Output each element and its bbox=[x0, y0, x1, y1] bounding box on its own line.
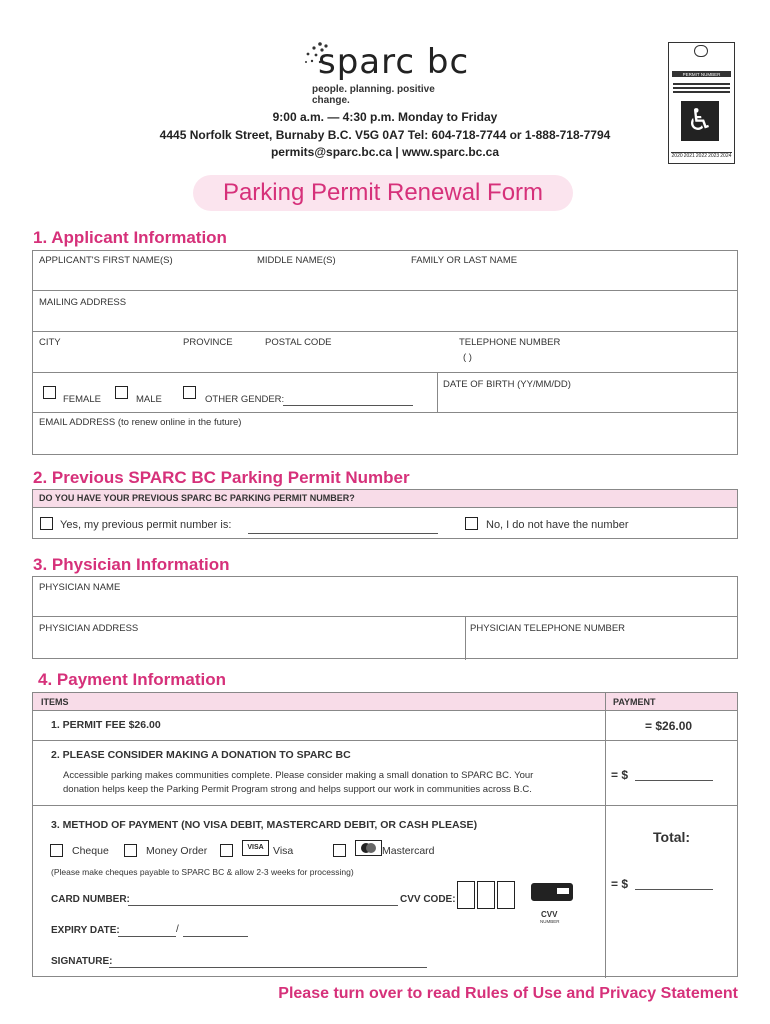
wheelchair-icon: ♿ bbox=[681, 101, 719, 141]
mailing-address-label: MAILING ADDRESS bbox=[39, 297, 127, 308]
donation-text-1: Accessible parking makes communities complete. Please consider making a small donation to SPARC BC. Your bbox=[63, 770, 534, 781]
expiry-month-field[interactable] bbox=[118, 936, 176, 937]
applicant-info-box bbox=[32, 250, 738, 455]
no-permit-checkbox[interactable] bbox=[465, 517, 478, 530]
mastercard-checkbox[interactable] bbox=[333, 844, 346, 857]
permit-years: 2020 2021 2022 2023 2024 bbox=[671, 153, 732, 159]
payment-info-box bbox=[32, 692, 738, 977]
cvv-digit-3[interactable] bbox=[497, 881, 515, 909]
previous-permit-box bbox=[32, 489, 738, 539]
permit-number-label: PERMIT NUMBER bbox=[682, 72, 721, 77]
mastercard-label: Mastercard bbox=[382, 845, 435, 857]
total-amount-field[interactable] bbox=[635, 889, 713, 890]
expiry-separator: / bbox=[176, 924, 179, 935]
permit-fee-amount: = $26.00 bbox=[645, 719, 693, 733]
sparc-logo bbox=[300, 38, 470, 106]
male-checkbox[interactable] bbox=[115, 386, 128, 399]
middle-name-label: MIDDLE NAME(S) bbox=[257, 255, 336, 266]
email-label: EMAIL ADDRESS (to renew online in the future) bbox=[39, 417, 242, 428]
section-4-title: 4. Payment Information bbox=[38, 670, 226, 689]
telephone-paren: ( ) bbox=[463, 352, 472, 363]
city-label: CITY bbox=[39, 337, 61, 348]
signature-field[interactable] bbox=[109, 967, 427, 968]
card-back-icon bbox=[531, 883, 573, 901]
physician-info-box bbox=[32, 576, 738, 659]
tagline: people. planning. positive change. bbox=[312, 84, 435, 106]
signature-label: SIGNATURE: bbox=[51, 956, 113, 967]
dob-label: DATE OF BIRTH (YY/MM/DD) bbox=[443, 379, 571, 390]
donation-amount-prefix: = $ bbox=[611, 768, 629, 782]
card-number-label: CARD NUMBER: bbox=[51, 894, 130, 905]
money-order-checkbox[interactable] bbox=[124, 844, 137, 857]
cvv-digit-2[interactable] bbox=[477, 881, 495, 909]
items-header: ITEMS bbox=[41, 697, 69, 707]
cvv-digit-1[interactable] bbox=[457, 881, 475, 909]
previous-permit-number-field[interactable] bbox=[248, 533, 438, 534]
physician-phone-label: PHYSICIAN TELEPHONE NUMBER bbox=[470, 623, 626, 634]
cheque-checkbox[interactable] bbox=[50, 844, 63, 857]
card-number-field[interactable] bbox=[128, 905, 398, 906]
footer-note: Please turn over to read Rules of Use and Privacy Statement bbox=[278, 985, 738, 1002]
expiry-year-field[interactable] bbox=[183, 936, 248, 937]
donation-label: 2. PLEASE CONSIDER MAKING A DONATION TO SPARC BC bbox=[51, 749, 351, 761]
other-gender-label: OTHER GENDER: bbox=[205, 394, 285, 405]
mastercard-logo-icon bbox=[355, 840, 382, 856]
no-permit-label: No, I do not have the number bbox=[486, 519, 629, 531]
permit-hangtag-image bbox=[668, 42, 735, 164]
permit-fee-label: 1. PERMIT FEE $26.00 bbox=[51, 719, 161, 731]
section-1-title: 1. Applicant Information bbox=[33, 228, 227, 247]
postal-code-label: POSTAL CODE bbox=[265, 337, 332, 348]
donation-text-2: donation helps keep the Parking Permit Program strong and helps support our work in communities across B.C. bbox=[63, 784, 532, 795]
total-amount-prefix: = $ bbox=[611, 877, 629, 891]
physician-address-label: PHYSICIAN ADDRESS bbox=[39, 623, 139, 634]
section-3-title: 3. Physician Information bbox=[33, 555, 230, 574]
office-address: 4445 Norfolk Street, Burnaby B.C. V5G 0A7 Tel: 604-718-7744 or 1-888-718-7794 bbox=[159, 128, 611, 142]
telephone-label: TELEPHONE NUMBER bbox=[459, 337, 561, 348]
expiry-date-label: EXPIRY DATE: bbox=[51, 925, 120, 936]
previous-permit-question: DO YOU HAVE YOUR PREVIOUS SPARC BC PARKING PERMIT NUMBER? bbox=[39, 493, 355, 503]
payment-header: PAYMENT bbox=[613, 697, 656, 707]
yes-permit-label: Yes, my previous permit number is: bbox=[60, 519, 232, 531]
physician-name-label: PHYSICIAN NAME bbox=[39, 582, 121, 593]
cvv-label: CVV bbox=[541, 910, 558, 919]
office-hours: 9:00 a.m. — 4:30 p.m. Monday to Friday bbox=[272, 110, 498, 124]
province-label: PROVINCE bbox=[183, 337, 233, 348]
other-gender-field[interactable] bbox=[283, 405, 413, 406]
logo-text: sparc bc bbox=[318, 42, 470, 82]
form-title-banner bbox=[193, 175, 573, 211]
other-gender-checkbox[interactable] bbox=[183, 386, 196, 399]
money-order-label: Money Order bbox=[146, 845, 208, 857]
cvv-sub-label: NUMBER bbox=[540, 919, 560, 924]
section-2-title: 2. Previous SPARC BC Parking Permit Number bbox=[33, 468, 410, 487]
last-name-label: FAMILY OR LAST NAME bbox=[411, 255, 518, 266]
male-label: MALE bbox=[136, 394, 162, 405]
cvv-code-label: CVV CODE: bbox=[400, 894, 456, 905]
payment-method-label: 3. METHOD OF PAYMENT (NO VISA DEBIT, MASTERCARD DEBIT, OR CASH PLEASE) bbox=[51, 819, 478, 831]
visa-logo-icon: VISA bbox=[242, 840, 269, 856]
total-label: Total: bbox=[653, 829, 691, 845]
cheque-label: Cheque bbox=[72, 845, 109, 857]
first-name-label: APPLICANT'S FIRST NAME(S) bbox=[39, 255, 173, 266]
visa-checkbox[interactable] bbox=[220, 844, 233, 857]
cheque-note: (Please make cheques payable to SPARC BC & allow 2-3 weeks for processing) bbox=[51, 867, 354, 877]
donation-amount-field[interactable] bbox=[635, 780, 713, 781]
contact-email-web: permits@sparc.bc.ca | www.sparc.bc.ca bbox=[270, 145, 500, 159]
female-label: FEMALE bbox=[63, 394, 102, 405]
visa-label: Visa bbox=[273, 845, 294, 857]
female-checkbox[interactable] bbox=[43, 386, 56, 399]
form-title: Parking Permit Renewal Form bbox=[222, 179, 544, 206]
yes-permit-checkbox[interactable] bbox=[40, 517, 53, 530]
